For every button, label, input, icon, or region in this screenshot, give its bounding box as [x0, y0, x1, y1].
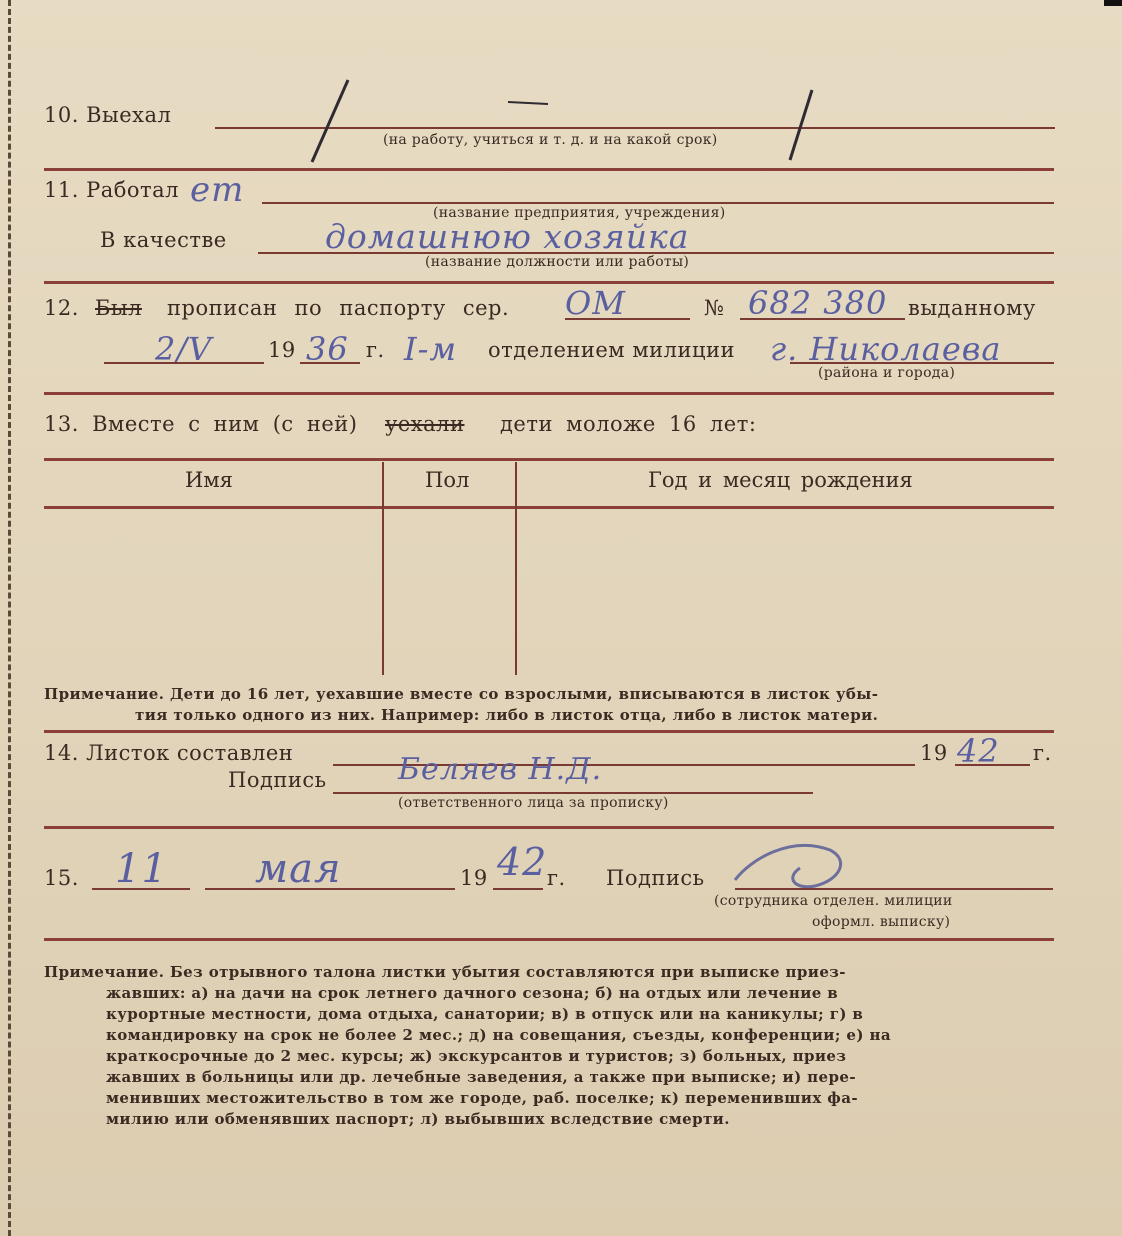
- field-12-issue-day: 2/V: [155, 330, 213, 368]
- field-15-caption-line-2: оформл. выписку): [812, 914, 951, 930]
- field-14-year-abbr: г.: [1033, 741, 1052, 765]
- field-11-label: 11. Работал: [44, 178, 179, 202]
- field-14-year-prefix: 19: [920, 741, 948, 765]
- field-12-struck-word: Был: [95, 296, 142, 320]
- field-10-label: 10. Выехал: [44, 103, 172, 127]
- field-11-handwritten-ending: ет: [190, 170, 245, 210]
- field-15-day: 11: [115, 846, 168, 892]
- field-11-position-caption: (название должности или работы): [425, 254, 690, 270]
- field-12-series-value: ОМ: [565, 284, 626, 322]
- children-note-line-1: Примечание. Дети до 16 лет, уехавшие вместе со взрослыми, вписываются в листок убы-: [44, 685, 879, 703]
- field-13-label-end: дети моложе 16 лет:: [500, 412, 757, 436]
- field-12-label: прописан по паспорту сер.: [167, 296, 510, 320]
- field-11-caption: (название предприятия, учреждения): [433, 205, 726, 221]
- field-15-year-prefix: 19: [460, 866, 488, 890]
- field-12-number-sign: №: [704, 296, 725, 320]
- field-15-signature-line: [735, 888, 1053, 890]
- bottom-note-line-3: курортные местности, дома отдыха, санатории; в) в отпуск или на каникулы; г) в: [106, 1005, 864, 1023]
- rule-after-15: [44, 938, 1054, 941]
- field-12-city-value: г. Николаева: [770, 330, 1002, 368]
- field-11-position-label: В качестве: [100, 228, 227, 252]
- field-14-signature-value: Беляев Н.Д.: [398, 752, 603, 787]
- field-12-year-suffix: 36: [306, 330, 349, 368]
- field-14-signature-caption: (ответственного лица за прописку): [398, 795, 669, 811]
- field-12-police-label: отделением милиции: [488, 338, 735, 362]
- field-15-year-suffix: 42: [497, 840, 548, 884]
- field-13-struck-word: уехали: [385, 412, 465, 436]
- field-15-caption-line-1: (сотрудника отделен. милиции: [714, 893, 953, 909]
- field-14-label: 14. Листок составлен: [44, 741, 294, 765]
- bottom-note-line-4: командировку на срок не более 2 мес.; д) на совещания, съезды, конференции; е) на: [106, 1026, 891, 1044]
- bottom-note-line-7: менивших местожительство в том же городе, раб. поселке; к) переменивших фа-: [106, 1089, 858, 1107]
- field-15-year-abbr: г.: [547, 866, 566, 890]
- field-12-department-number: I-м: [404, 330, 457, 368]
- field-11-position-value: домашнюю хозяйка: [325, 217, 690, 256]
- field-14-signature-label: Подпись: [228, 768, 327, 792]
- field-15-number: 15.: [44, 866, 79, 890]
- field-12-issued-label: выданному: [908, 296, 1036, 320]
- bottom-note-line-6: жавших в больницы или др. лечебные заведения, а также при выписке; и) пере-: [106, 1068, 856, 1086]
- field-10-caption: (на работу, учиться и т. д. и на какой срок): [383, 132, 718, 148]
- field-13-label: 13. Вместе с ним (с ней): [44, 412, 358, 436]
- children-table-header-birth: Год и месяц рождения: [648, 468, 913, 492]
- field-14-year-suffix: 42: [957, 732, 1000, 770]
- bottom-note: [44, 962, 1054, 1130]
- bottom-note-line-2: жавших: а) на дачи на срок летнего дачного сезона; б) на отдых или лечение в: [106, 984, 839, 1002]
- field-12-year-abbr: г.: [366, 338, 385, 362]
- children-table-header-name: Имя: [185, 468, 233, 492]
- field-12-number: 12.: [44, 296, 79, 320]
- bottom-note-line-1: Примечание. Без отрывного талона листки убытия составляются при выписке приез-: [44, 963, 846, 981]
- children-table-header-sex: Пол: [425, 468, 470, 492]
- field-15-signature-label: Подпись: [606, 866, 705, 890]
- bottom-note-line-8: милию или обменявших паспорт; л) выбывших вследствие смерти.: [106, 1110, 730, 1128]
- bottom-note-line-5: краткосрочные до 2 мес. курсы; ж) экскурсантов и туристов; з) больных, приез: [106, 1047, 847, 1065]
- field-12-passport-number: 682 380: [748, 284, 888, 322]
- children-note-line-2: тия только одного из них. Например: либо в листок отца, либо в листок матери.: [135, 706, 879, 724]
- field-12-city-caption: (района и города): [818, 365, 956, 381]
- field-15-month: мая: [255, 846, 342, 892]
- field-12-year-prefix: 19: [268, 338, 296, 362]
